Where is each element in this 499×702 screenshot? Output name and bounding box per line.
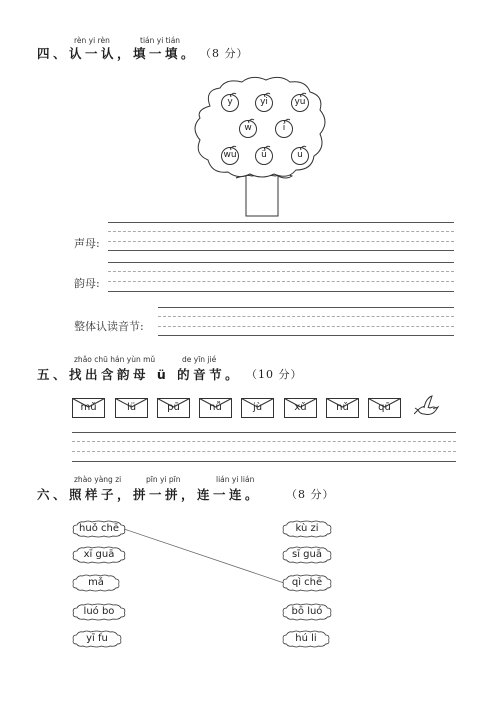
pinyin-ren-yi-ren: rèn yi rèn — [74, 36, 110, 45]
section6-score: （8 分） — [286, 488, 335, 501]
envelope-label: nǔ — [336, 402, 349, 413]
apple-label: ü — [261, 150, 267, 160]
apple-label: y — [227, 97, 233, 107]
label-zhengti-rendu-yinjie: 整体认读音节: — [74, 320, 144, 333]
cloud-label: mǎ — [88, 577, 104, 588]
envelope-label: jù — [252, 402, 263, 413]
envelope-label: nǚ — [209, 402, 222, 413]
cloud-card-left[interactable] — [72, 520, 126, 538]
envelope-label: mǔ — [80, 402, 97, 413]
cloud-label: xī guā — [83, 549, 115, 560]
pinyin-zhao-yang-zi: zhào yàng zi — [74, 475, 122, 484]
section4-score: （8 分） — [200, 47, 249, 60]
pinyin-zhao-chu-han-yun-mu: zhǎo chū hán yùn mǔ — [74, 355, 156, 364]
cloud-card-right[interactable] — [282, 603, 332, 621]
apple-label: yi — [260, 97, 268, 107]
cloud-label: luó bo — [83, 606, 115, 617]
cloud-card-left[interactable] — [72, 574, 120, 592]
apple-label: wu — [223, 150, 237, 160]
cloud-label: huǒ chē — [79, 523, 119, 534]
pinyin-pin-yi-pin: pīn yi pīn — [146, 475, 181, 484]
cloud-label: sī guā — [292, 549, 322, 560]
section6-title: 六、照样子，拼一拼，连一连。 — [37, 487, 262, 502]
pinyin-de-yin-jie: de yīn jié — [182, 355, 217, 364]
cloud-label: qì chē — [291, 577, 323, 588]
cloud-label: bō luó — [291, 606, 323, 617]
apple-label: yu — [294, 97, 306, 107]
cloud-card-right[interactable] — [282, 630, 330, 648]
cloud-label: kù zi — [295, 523, 319, 534]
envelope-label: pū — [167, 402, 180, 413]
apple-label: w — [244, 123, 252, 133]
apple-label: i — [282, 123, 286, 133]
cloud-card-right[interactable] — [282, 520, 332, 538]
apple-label: u — [297, 150, 303, 160]
envelope-label: xǔ — [294, 402, 307, 413]
cloud-card-left[interactable] — [72, 603, 126, 621]
cloud-card-left[interactable] — [72, 630, 122, 648]
section5-title: 五、找出含韵母 ü 的音节。 — [37, 367, 242, 382]
section5-score: （10 分） — [246, 368, 303, 381]
cloud-card-left[interactable] — [72, 546, 126, 564]
section4-title: 四、认一认，填一填。 — [37, 46, 198, 61]
label-yunmu: 韵母: — [74, 277, 100, 290]
pinyin-tian-yi-tian: tián yi tián — [140, 36, 181, 45]
pinyin-lian-yi-lian: lián yi lián — [216, 475, 255, 484]
label-shengmu: 声母: — [74, 237, 100, 250]
envelope-label: qū — [378, 402, 391, 413]
cloud-card-right[interactable] — [282, 546, 332, 564]
cloud-label: hú li — [295, 633, 317, 644]
cloud-card-right[interactable] — [282, 574, 332, 592]
envelope-label: lü — [126, 402, 137, 413]
cloud-label: yī fu — [86, 633, 108, 644]
